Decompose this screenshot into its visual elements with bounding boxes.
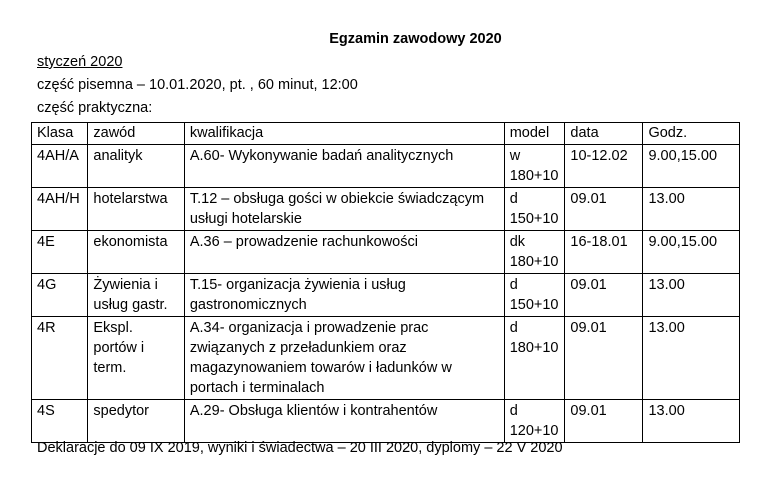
cell-zawod: hotelarstwa (88, 188, 184, 231)
cell-zawod: ekonomista (88, 231, 184, 274)
table-row (32, 400, 740, 443)
header-zawod: zawód (88, 123, 184, 145)
cell-kwalifikacja: T.15- organizacja żywienia i usług gastronomicznych (184, 274, 504, 317)
cell-data: 09.01 (565, 274, 643, 317)
page-title: Egzamin zawodowy 2020 (329, 31, 502, 47)
exam-schedule-table (31, 122, 740, 443)
cell-model: d 180+10 (504, 317, 565, 400)
cell-godz: 9.00,15.00 (643, 231, 740, 274)
table-row (32, 188, 740, 231)
cell-kwalifikacja: T.12 – obsługa gości w obiekcie świadczącym usługi hotelarskie (184, 188, 504, 231)
cell-model: d 150+10 (504, 188, 565, 231)
cell-data: 16-18.01 (565, 231, 643, 274)
table-row (32, 274, 740, 317)
table-header-row (32, 123, 740, 145)
cell-kwalifikacja: A.36 – prowadzenie rachunkowości (184, 231, 504, 274)
practical-part-label: część praktyczna: (37, 100, 153, 116)
cell-zawod: spedytor (88, 400, 184, 443)
cell-kwalifikacja: A.29- Obsługa klientów i kontrahentów (184, 400, 504, 443)
cell-model: d 120+10 (504, 400, 565, 443)
table-row (32, 145, 740, 188)
cell-klasa: 4R (32, 317, 88, 400)
cell-model: d 150+10 (504, 274, 565, 317)
cell-data: 09.01 (565, 400, 643, 443)
cell-zawod: Ekspl. portów i term. (88, 317, 184, 400)
cell-zawod: Żywienia i usług gastr. (88, 274, 184, 317)
table-row (32, 317, 740, 400)
cell-godz: 9.00,15.00 (643, 145, 740, 188)
cell-kwalifikacja: A.34- organizacja i prowadzenie prac związanych z przeładunkiem oraz magazynowaniem towarów i ładunków w portach i terminalach (184, 317, 504, 400)
cell-data: 10-12.02 (565, 145, 643, 188)
footer-deadlines: Deklaracje do 09 IX 2019, wyniki i świadectwa – 20 III 2020, dyplomy – 22 V 2020 (37, 440, 563, 456)
header-klasa: Klasa (32, 123, 88, 145)
header-model: model (504, 123, 565, 145)
cell-kwalifikacja: A.60- Wykonywanie badań analitycznych (184, 145, 504, 188)
header-data: data (565, 123, 643, 145)
cell-klasa: 4S (32, 400, 88, 443)
table-row (32, 231, 740, 274)
cell-model: dk 180+10 (504, 231, 565, 274)
cell-klasa: 4AH/H (32, 188, 88, 231)
cell-model: w 180+10 (504, 145, 565, 188)
cell-godz: 13.00 (643, 317, 740, 400)
cell-zawod: analityk (88, 145, 184, 188)
cell-klasa: 4G (32, 274, 88, 317)
cell-godz: 13.00 (643, 274, 740, 317)
written-part-info: część pisemna – 10.01.2020, pt. , 60 minut, 12:00 (37, 77, 358, 93)
cell-klasa: 4E (32, 231, 88, 274)
cell-data: 09.01 (565, 317, 643, 400)
session-label: styczeń 2020 (37, 54, 123, 70)
header-godz: Godz. (643, 123, 740, 145)
cell-godz: 13.00 (643, 188, 740, 231)
cell-godz: 13.00 (643, 400, 740, 443)
cell-klasa: 4AH/A (32, 145, 88, 188)
header-kwalifikacja: kwalifikacja (184, 123, 504, 145)
cell-data: 09.01 (565, 188, 643, 231)
